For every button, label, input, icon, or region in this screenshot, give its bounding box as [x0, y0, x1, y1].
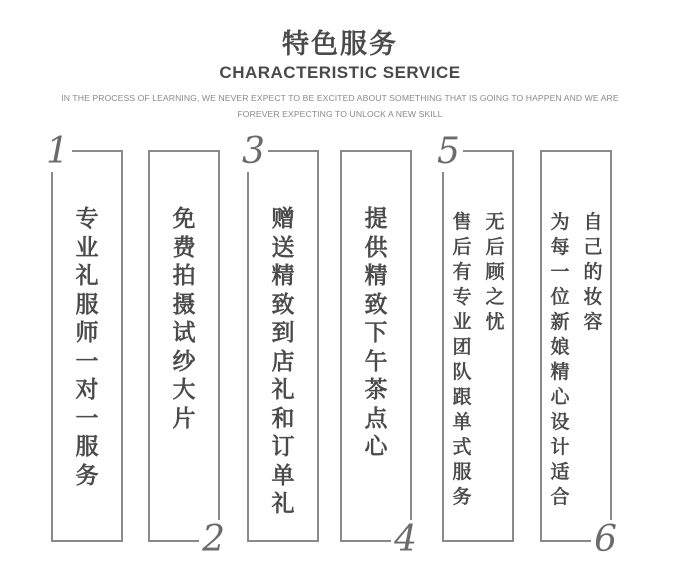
service-card-1 — [46, 131, 123, 542]
service-text: 免费拍摄试纱大片 — [172, 206, 196, 432]
page-title-english: CHARACTERISTIC SERVICE — [219, 63, 461, 82]
page-title: 特色服务 — [282, 29, 398, 60]
service-number: 5 — [434, 132, 463, 172]
service-number: 2 — [199, 520, 228, 560]
service-text: 专业礼服师一对一服务 — [75, 206, 99, 489]
service-text-line-2: 售后有专业团队跟单式服务 — [452, 211, 472, 508]
service-number: 1 — [43, 132, 72, 172]
service-number: 4 — [391, 520, 420, 560]
service-number: 6 — [591, 520, 620, 560]
service-text-line-2: 为每一位新娘精心设计适合 — [550, 211, 570, 508]
service-text: 赠送精致到店礼和订单礼 — [271, 206, 295, 517]
service-number: 3 — [239, 132, 268, 172]
service-text-line-1: 无后顾之忧 — [485, 211, 505, 333]
service-card-4 — [340, 150, 417, 560]
subtitle-line-1: IN THE PROCESS OF LEARNING, WE NEVER EXPECT TO BE EXCITED ABOUT SOMETHING THAT IS GOING TO HAPPEN AND WE ARE — [61, 93, 619, 103]
service-text: 提供精致下午茶点心 — [364, 206, 388, 460]
service-card-5 — [437, 131, 514, 542]
service-card-2 — [148, 150, 225, 560]
service-card-6 — [540, 150, 617, 560]
subtitle-line-2: FOREVER EXPECTING TO UNLOCK A NEW SKILL — [237, 109, 443, 119]
service-card-3 — [242, 131, 319, 542]
service-text-line-1: 自己的妆容 — [583, 211, 603, 333]
